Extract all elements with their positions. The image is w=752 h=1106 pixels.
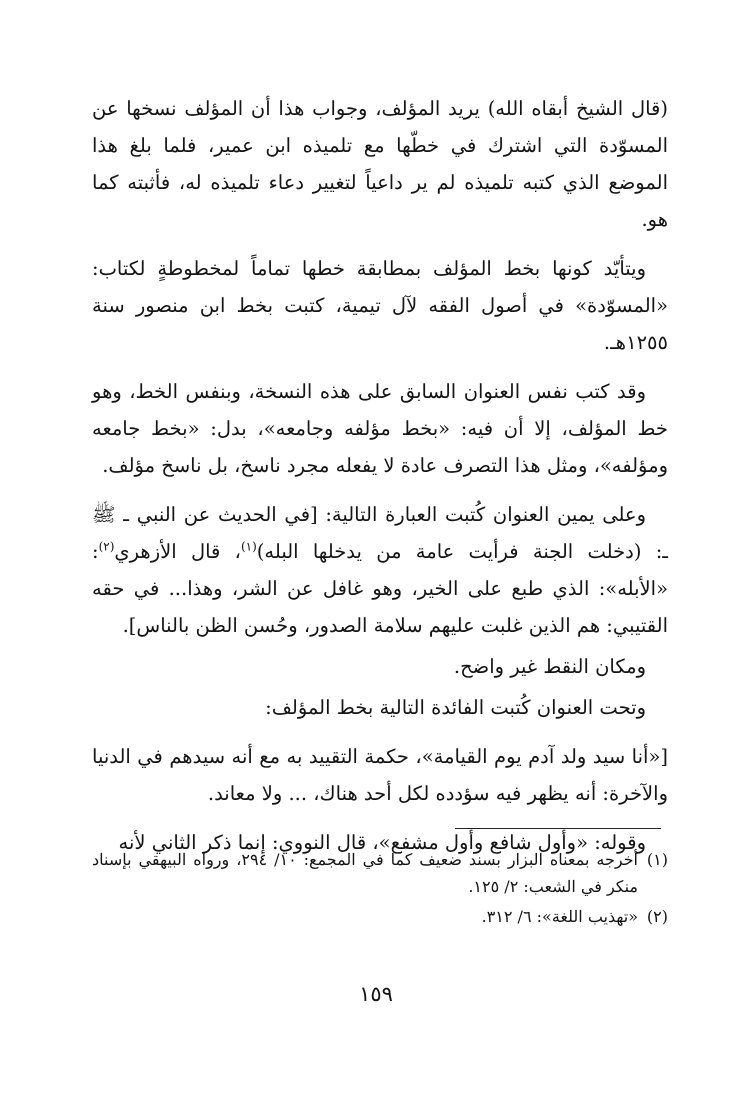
footnote-1 xyxy=(92,846,668,900)
paragraph-8: وقوله: «وأول شافع وأول مشفع»، قال النووي: إنما ذكر الثاني لأنه xyxy=(118,831,646,854)
footnote-ref-2: (٢) xyxy=(98,539,115,554)
footnote-2-number: (٢) xyxy=(646,907,668,926)
paragraph-1: (قال الشيخ أبقاه الله) يريد المؤلف، وجواب هذا أن المؤلف نسخها عن المسوّدة التي اشترك في خطّها مع تلميذه ابن عمير، فلما بلغ هذا الموضع الذي كتبه تلميذه لم ير داعياً لتغيير دعاء تلميذه له، فأثبته كما هو. xyxy=(92,97,668,231)
footnote-1-text: أخرجه بمعناه البزار بسند ضعيف كما في المجمع: ١٠/ ٢٩٤، ورواه البيهقي بإسناد منكر في الشعب: ٢/ ١٢٥. xyxy=(92,850,638,896)
main-text xyxy=(92,90,668,873)
footnote-2-text: «تهذيب اللغة»: ٦/ ٣١٢. xyxy=(481,907,638,926)
page-number: ١٥٩ xyxy=(359,982,393,1006)
paragraph-4-text-c: : «الأبله»: الذي طبع على الخير، وهو غافل عن الشر، وهذا... في حقه القتيبي: هم الذين غلبت عليهم سلامة الصدور، وحُسن الظن بالناس]. xyxy=(92,540,668,637)
footnote-2 xyxy=(92,903,668,930)
footnote-1-number: (١) xyxy=(646,850,668,869)
paragraph-7: [«أنا سيد ولد آدم يوم القيامة»، حكمة التقييد به مع أنه سيدهم في الدنيا والآخرة: أنه يظهر فيه سؤدده لكل أحد هناك، ... ولا معاند. xyxy=(92,745,668,805)
paragraph-5: ومكان النقط غير واضح. xyxy=(453,655,646,678)
footnotes xyxy=(92,846,668,933)
paragraph-4-text-b: ، قال الأزهري xyxy=(114,540,241,563)
paragraph-4 xyxy=(92,496,668,644)
paragraph-4-text-a: وعلى يمين العنوان كُتبت العبارة التالية: [في الحديث عن النبي ـ ﷺ ـ: (دخلت الجنة فرأيت عامة من يدخلها البله) xyxy=(92,503,669,563)
footnote-ref-1: (١) xyxy=(240,539,257,554)
paragraph-2: ويتأيّد كونها بخط المؤلف بمطابقة خطها تماماً لمخطوطةٍ لكتاب: «المسوّدة» في أصول الفقه لآل تيمية، كتبت بخط ابن منصور سنة ١٢٥٥هـ. xyxy=(92,257,668,354)
footnote-divider xyxy=(455,828,661,829)
paragraph-6: وتحت العنوان كُتبت الفائدة التالية بخط المؤلف: xyxy=(265,696,646,719)
paragraph-3: وقد كتب نفس العنوان السابق على هذه النسخة، وبنفس الخط، وهو خط المؤلف، إلا أن فيه: «بخط مؤلفه وجامعه»، بدل: «بخط جامعه ومؤلفه»، ومثل هذا التصرف عادة لا يفعله مجرد ناسخ، بل ناسخ مؤلف. xyxy=(92,380,668,477)
